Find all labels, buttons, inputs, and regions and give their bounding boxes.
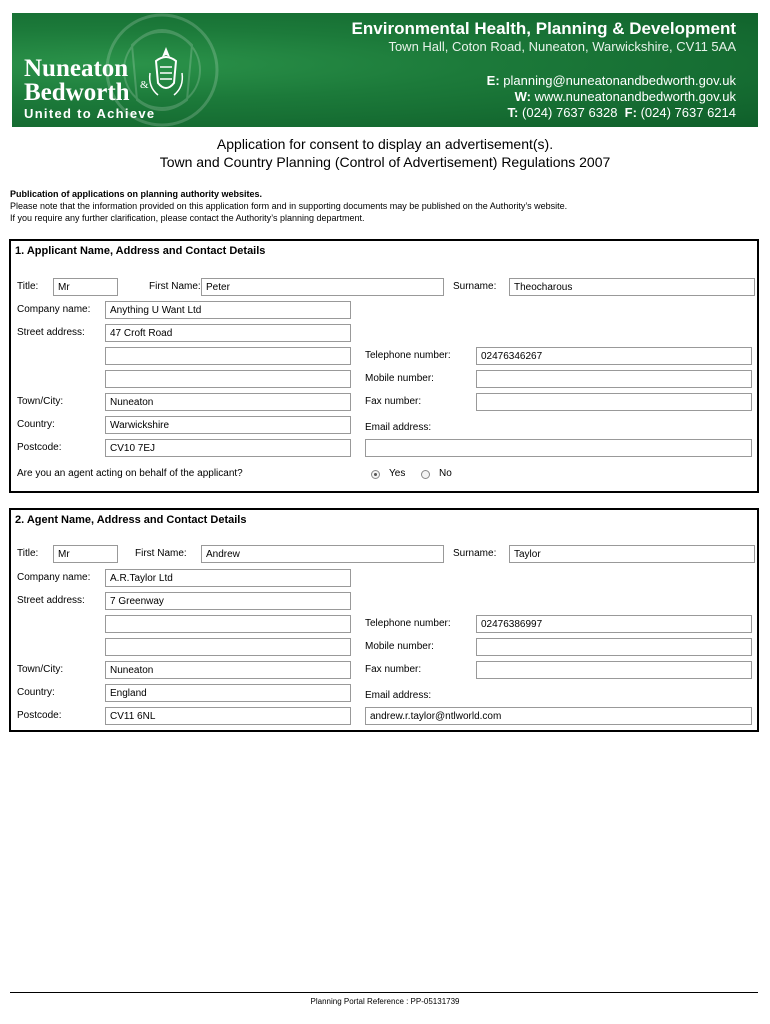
agent-telephone-field[interactable]: 02476386997 — [476, 615, 752, 633]
agent-email-field[interactable]: andrew.r.taylor@ntlworld.com — [365, 707, 752, 725]
header-banner — [12, 13, 758, 127]
agent-street-field-2[interactable] — [105, 615, 351, 633]
department-name: Environmental Health, Planning & Development — [351, 19, 736, 38]
applicant-street-field-2[interactable] — [105, 347, 351, 365]
planning-portal-reference: Planning Portal Reference : PP-05131739 — [310, 997, 460, 1006]
applicant-telephone-label: Telephone number: — [365, 350, 451, 361]
applicant-email-label: Email address: — [365, 422, 432, 433]
agent-company-field[interactable]: A.R.Taylor Ltd — [105, 569, 351, 587]
applicant-title-field[interactable]: Mr — [53, 278, 118, 296]
applicant-surname-field[interactable]: Theocharous — [509, 278, 755, 296]
notes-line2: If you require any further clarification, please contact the Authority’s planning department. — [10, 213, 365, 223]
agent-title-field[interactable]: Mr — [53, 545, 118, 563]
applicant-country-label: Country: — [17, 419, 55, 430]
council-logo-icon — [146, 43, 186, 103]
agent-company-label: Company name: — [17, 572, 91, 583]
agent-section-heading: 2. Agent Name, Address and Contact Details — [15, 514, 247, 526]
agent-yes-label: Yes — [389, 468, 406, 479]
applicant-mobile-label: Mobile number: — [365, 373, 434, 384]
applicant-title-label: Title: — [17, 281, 39, 292]
applicant-street-label: Street address: — [17, 327, 85, 338]
agent-fax-label: Fax number: — [365, 664, 422, 675]
agent-postcode-label: Postcode: — [17, 710, 62, 721]
applicant-street-field-3[interactable] — [105, 370, 351, 388]
publication-notes — [10, 188, 567, 224]
applicant-first-name-field[interactable]: Peter — [201, 278, 444, 296]
applicant-surname-label: Surname: — [453, 281, 497, 292]
form-title: Application for consent to display an advertisement(s). — [216, 136, 554, 152]
agent-question-label: Are you an agent acting on behalf of the applicant? — [17, 468, 243, 479]
contact-web: W: www.nuneatonandbedworth.gov.uk — [514, 89, 736, 104]
agent-town-label: Town/City: — [17, 664, 64, 675]
applicant-company-field[interactable]: Anything U Want Ltd — [105, 301, 351, 319]
contact-phone: T: (024) 7637 6328 F: (024) 7637 6214 — [507, 105, 736, 120]
agent-town-field[interactable]: Nuneaton — [105, 661, 351, 679]
notes-line1: Please note that the information provided on this application form and in supporting documents may be published on the Authority’s website. — [10, 201, 568, 211]
applicant-section — [9, 239, 759, 493]
agent-yes-radio[interactable] — [371, 470, 380, 479]
applicant-postcode-label: Postcode: — [17, 442, 62, 453]
agent-country-label: Country: — [17, 687, 55, 698]
department-address: Town Hall, Coton Road, Nuneaton, Warwickshire, CV11 5AA — [388, 39, 736, 54]
applicant-company-label: Company name: — [17, 304, 91, 315]
agent-mobile-field[interactable] — [476, 638, 752, 656]
tagline: United to Achieve — [24, 106, 156, 121]
agent-no-radio[interactable] — [421, 470, 430, 479]
agent-postcode-field[interactable]: CV11 6NL — [105, 707, 351, 725]
notes-heading: Publication of applications on planning authority websites. — [10, 189, 263, 199]
agent-street-label: Street address: — [17, 595, 85, 606]
agent-title-label: Title: — [17, 548, 39, 559]
agent-section — [9, 508, 759, 732]
applicant-postcode-field[interactable]: CV10 7EJ — [105, 439, 351, 457]
agent-first-name-label: First Name: — [135, 548, 187, 559]
brand-name-line2: Bedworth — [24, 79, 130, 106]
applicant-fax-label: Fax number: — [365, 396, 422, 407]
applicant-email-field[interactable] — [365, 439, 752, 457]
agent-email-label: Email address: — [365, 690, 432, 701]
agent-street-field-1[interactable]: 7 Greenway — [105, 592, 351, 610]
agent-fax-field[interactable] — [476, 661, 752, 679]
agent-surname-field[interactable]: Taylor — [509, 545, 755, 563]
applicant-telephone-field[interactable]: 02476346267 — [476, 347, 752, 365]
brand-ampersand: & — [140, 79, 149, 91]
applicant-town-label: Town/City: — [17, 396, 64, 407]
applicant-mobile-field[interactable] — [476, 370, 752, 388]
agent-country-field[interactable]: England — [105, 684, 351, 702]
applicant-section-heading: 1. Applicant Name, Address and Contact Details — [15, 245, 266, 257]
agent-surname-label: Surname: — [453, 548, 497, 559]
agent-mobile-label: Mobile number: — [365, 641, 434, 652]
agent-street-field-3[interactable] — [105, 638, 351, 656]
applicant-town-field[interactable]: Nuneaton — [105, 393, 351, 411]
agent-telephone-label: Telephone number: — [365, 618, 451, 629]
form-subtitle: Town and Country Planning (Control of Advertisement) Regulations 2007 — [159, 154, 611, 170]
footer-divider — [10, 992, 758, 993]
agent-no-label: No — [439, 468, 452, 479]
agent-first-name-field[interactable]: Andrew — [201, 545, 444, 563]
applicant-fax-field[interactable] — [476, 393, 752, 411]
brand-name-line1: Nuneaton — [24, 55, 129, 82]
applicant-street-field-1[interactable]: 47 Croft Road — [105, 324, 351, 342]
applicant-first-name-label: First Name: — [149, 281, 201, 292]
applicant-country-field[interactable]: Warwickshire — [105, 416, 351, 434]
contact-email: E: planning@nuneatonandbedworth.gov.uk — [486, 73, 736, 88]
